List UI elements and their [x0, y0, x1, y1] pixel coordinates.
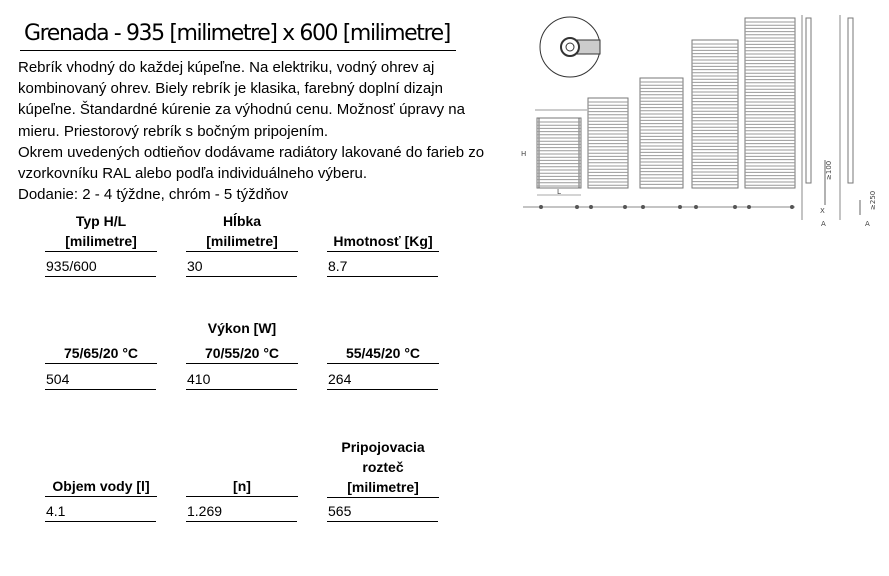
pipe-connection: [790, 205, 794, 209]
volume-header: Objem vody [l]: [45, 476, 157, 497]
height-label: H: [521, 150, 527, 158]
power-group-label: Výkon [W]: [207, 320, 277, 336]
power-55-header: 55/45/20 °C: [327, 343, 439, 364]
description-paragraph: Okrem uvedených odtieňov dodávame radiátory lakované do farieb zo vzorkovníku RAL alebo podľa individuálneho výberu.: [18, 143, 485, 183]
depth-header: Hĺbka [milimetre]: [186, 211, 298, 252]
x-label: X: [820, 207, 825, 215]
depth-value: 30: [186, 257, 297, 277]
pipe-connection: [733, 205, 737, 209]
weight-value: 8.7: [327, 257, 438, 277]
pipe-connection: [575, 205, 579, 209]
type-header: Typ H/L [milimetre]: [45, 211, 157, 252]
power-55-value: 264: [327, 370, 438, 390]
delivery-info: Dodanie: 2 - 4 týždne, chróm - 5 týždňov: [18, 186, 289, 204]
a-label-2: A: [865, 220, 870, 228]
power-75-header: 75/65/20 °C: [45, 343, 157, 364]
pipe-connection: [623, 205, 627, 209]
product-title: Grenada - 935 [milimetre] x 600 [milimetre]: [20, 20, 456, 51]
connection-detail-icon: [540, 17, 600, 77]
spacing-header: Pripojovacia rozteč [milimetre]: [327, 437, 439, 498]
radiator-technical-drawing: [515, 10, 885, 235]
n-value: 1.269: [186, 502, 297, 522]
a-label: A: [821, 220, 826, 228]
dim-min-250: ≥250: [869, 190, 877, 210]
description-paragraph: Rebrík vhodný do každej kúpeľne. Na elektriku, vodný ohrev aj kombinovaný ohrev. Biely rebrík je klasika, farebný doplní dizajn kúpeľne. Štandardné kúrenie za výhodnú cenu. Možnosť úpravy na mieru. Priestorový rebrík s bočným pripojením.: [18, 59, 465, 140]
volume-value: 4.1: [45, 502, 156, 522]
pipe-connection: [678, 205, 682, 209]
power-70-value: 410: [186, 370, 297, 390]
n-header: [n]: [186, 476, 298, 497]
power-75-value: 504: [45, 370, 156, 390]
dim-min-100: ≥100: [825, 160, 833, 180]
pipe-connection: [641, 205, 645, 209]
type-value: 935/600: [45, 257, 156, 277]
product-description: [18, 57, 488, 205]
pipe-connection: [539, 205, 543, 209]
spacing-value: 565: [327, 502, 438, 522]
pipe-connection: [747, 205, 751, 209]
pipe-connection: [694, 205, 698, 209]
pipe-connection: [589, 205, 593, 209]
power-70-header: 70/55/20 °C: [186, 343, 298, 364]
radiator-side-view: [802, 15, 860, 220]
length-label: L: [557, 188, 561, 196]
weight-header: Hmotnosť [Kg]: [327, 231, 439, 252]
